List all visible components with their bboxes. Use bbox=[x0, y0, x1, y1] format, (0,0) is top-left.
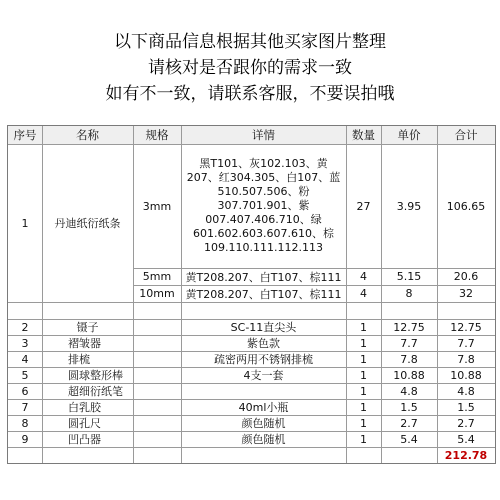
row7-name: 白乳胶 bbox=[68, 401, 101, 414]
row2-total: 12.75 bbox=[450, 320, 482, 334]
header-name: 名称 bbox=[42, 126, 133, 144]
row8-name: 圆孔尺 bbox=[68, 417, 101, 430]
row3-details: 紫色款 bbox=[247, 337, 280, 350]
row1-total: 106.65 bbox=[446, 199, 486, 213]
row1-details: 黑T101、灰102.103、黄207、红304.305、白107、蓝510.507.506、粉307.701.901、紫007.407.406.710、绿601.602.603.607.610、棕109.110.111.112.113 bbox=[186, 157, 341, 254]
row3-qty: 1 bbox=[360, 336, 367, 350]
row9-index: 9 bbox=[21, 432, 29, 446]
row9-name: 凹凸器 bbox=[68, 433, 101, 446]
row4-details: 疏密两用不锈钢排梳 bbox=[214, 353, 313, 366]
row5-details: 4支一套 bbox=[243, 369, 284, 382]
row1c-price: 8 bbox=[405, 287, 413, 300]
row9-price: 5.4 bbox=[400, 432, 418, 446]
row3-price: 7.7 bbox=[400, 336, 418, 350]
header-total: 合计 bbox=[437, 126, 495, 144]
row4-name: 排梳 bbox=[68, 353, 90, 366]
notice-line-3: 如有不一致，请联系客服，不要误拍哦 bbox=[105, 84, 395, 104]
row6-qty: 1 bbox=[360, 384, 367, 398]
row1b-spec: 5mm bbox=[142, 270, 172, 283]
row1-spec: 3mm bbox=[142, 199, 172, 213]
row1b-details: 黄T208.207、白T107、棕111 bbox=[185, 270, 342, 284]
row7-price: 1.5 bbox=[400, 400, 418, 414]
row4-total: 7.8 bbox=[457, 352, 475, 366]
header-details: 详情 bbox=[181, 126, 346, 144]
row6-index: 6 bbox=[21, 384, 29, 398]
row4-price: 7.8 bbox=[400, 352, 418, 366]
row5-price: 10.88 bbox=[393, 368, 425, 382]
row1c-details: 黄T208.207、白T107、棕111 bbox=[185, 287, 342, 301]
row9-qty: 1 bbox=[360, 432, 367, 446]
row1b-qty: 4 bbox=[360, 270, 367, 283]
header-index: 序号 bbox=[8, 126, 42, 144]
row1c-spec: 10mm bbox=[139, 287, 175, 300]
notice-line-2: 请核对是否跟你的需求一致 bbox=[148, 58, 352, 78]
row2-name: 镊子 bbox=[76, 321, 99, 334]
row6-name: 超细衍纸笔 bbox=[68, 385, 123, 398]
row2-details: SC-11直尖头 bbox=[230, 321, 297, 334]
row6-price: 4.8 bbox=[400, 384, 418, 398]
row8-index: 8 bbox=[21, 416, 29, 430]
row8-qty: 1 bbox=[360, 416, 367, 430]
row1b-total: 20.6 bbox=[453, 270, 479, 283]
row2-qty: 1 bbox=[360, 320, 367, 334]
row8-total: 2.7 bbox=[457, 416, 475, 430]
row1-index: 1 bbox=[21, 216, 29, 230]
grand-total: 212.78 bbox=[444, 448, 488, 462]
row4-index: 4 bbox=[21, 352, 29, 366]
row4-qty: 1 bbox=[360, 352, 367, 366]
product-table bbox=[7, 125, 496, 464]
row2-price: 12.75 bbox=[393, 320, 425, 334]
row1b-price: 5.15 bbox=[396, 270, 422, 283]
row1c-qty: 4 bbox=[360, 287, 367, 300]
row8-price: 2.7 bbox=[400, 416, 418, 430]
row6-total: 4.8 bbox=[457, 384, 475, 398]
row3-index: 3 bbox=[21, 336, 29, 350]
row3-total: 7.7 bbox=[457, 336, 475, 350]
row6-details bbox=[181, 383, 346, 399]
header-price: 单价 bbox=[381, 126, 437, 144]
row1-qty: 27 bbox=[356, 199, 371, 213]
row7-index: 7 bbox=[21, 400, 29, 414]
row1-price: 3.95 bbox=[396, 199, 422, 213]
notice-line-1: 以下商品信息根据其他买家图片整理 bbox=[114, 32, 386, 52]
row1-name: 丹迪纸衍纸条 bbox=[54, 217, 121, 230]
row5-total: 10.88 bbox=[450, 368, 482, 382]
header-spec: 规格 bbox=[133, 126, 181, 144]
row9-total: 5.4 bbox=[457, 432, 475, 446]
row7-total: 1.5 bbox=[457, 400, 475, 414]
row1c-total: 32 bbox=[459, 287, 473, 300]
row3-name: 褶皱器 bbox=[68, 337, 101, 350]
row7-details: 40ml小瓶 bbox=[238, 401, 289, 414]
row5-name: 圆球整形棒 bbox=[68, 369, 123, 382]
row5-qty: 1 bbox=[360, 368, 367, 382]
row2-index: 2 bbox=[21, 320, 29, 334]
row8-details: 颜色随机 bbox=[241, 417, 286, 430]
row5-index: 5 bbox=[21, 368, 29, 382]
header-qty: 数量 bbox=[346, 126, 381, 144]
row7-qty: 1 bbox=[360, 400, 367, 414]
row9-details: 颜色随机 bbox=[241, 433, 286, 446]
